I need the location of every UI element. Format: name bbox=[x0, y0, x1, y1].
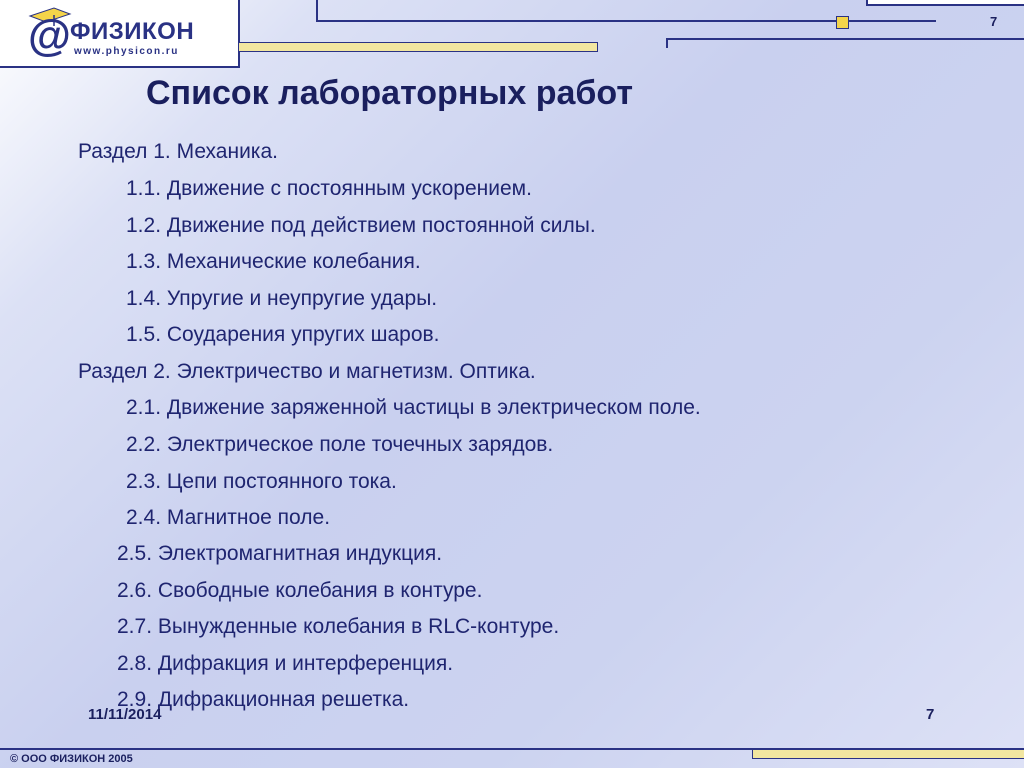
list-item: 2.3. Цепи постоянного тока. bbox=[126, 470, 397, 493]
list-item: 2.6. Свободные колебания в контуре. bbox=[117, 579, 483, 602]
logo-at-symbol: @ bbox=[28, 11, 71, 60]
list-item: 1.2. Движение под действием постоянной силы. bbox=[126, 214, 596, 237]
header-page-number: 7 bbox=[990, 14, 998, 29]
page-title: Список лабораторных работ bbox=[146, 74, 634, 112]
list-item: 2.7. Вынужденные колебания в RLC-контуре. bbox=[117, 615, 560, 638]
list-item-section-2: Раздел 2. Электричество и магнетизм. Оптика. bbox=[78, 360, 536, 383]
header-line-right-tick bbox=[666, 38, 668, 48]
list-item: 2.8. Дифракция и интерференция. bbox=[117, 652, 454, 675]
list-item: 2.5. Электромагнитная индукция. bbox=[117, 542, 443, 565]
header-square-marker bbox=[836, 16, 849, 29]
header-accent-bar bbox=[238, 42, 598, 52]
logo-url: www.physicon.ru bbox=[74, 46, 179, 57]
list-item: 1.1. Движение с постоянным ускорением. bbox=[126, 177, 532, 200]
list-item: 1.4. Упругие и неупругие удары. bbox=[126, 287, 438, 310]
footer-page-number: 7 bbox=[926, 706, 935, 723]
footer-copyright: © ООО ФИЗИКОН 2005 bbox=[10, 753, 133, 765]
footer-accent-bar bbox=[752, 750, 1024, 759]
list-item: 2.4. Магнитное поле. bbox=[126, 506, 331, 529]
logo-text: ФИЗИКОН bbox=[70, 18, 195, 45]
header-corner-box bbox=[866, 0, 1024, 6]
list-item: 2.1. Движение заряженной частицы в электрическом поле. bbox=[126, 396, 701, 419]
list-item: 1.5. Соударения упругих шаров. bbox=[126, 323, 440, 346]
list-item: 2.9. Дифракционная решетка. bbox=[117, 688, 410, 711]
list-item: 2.2. Электрическое поле точечных зарядов. bbox=[126, 433, 554, 456]
list-item: 1.3. Механические колебания. bbox=[126, 250, 421, 273]
list-item-section-1: Раздел 1. Механика. bbox=[78, 140, 278, 163]
footer-date: 11/11/2014 bbox=[88, 706, 162, 723]
header-line-right bbox=[666, 38, 1024, 40]
